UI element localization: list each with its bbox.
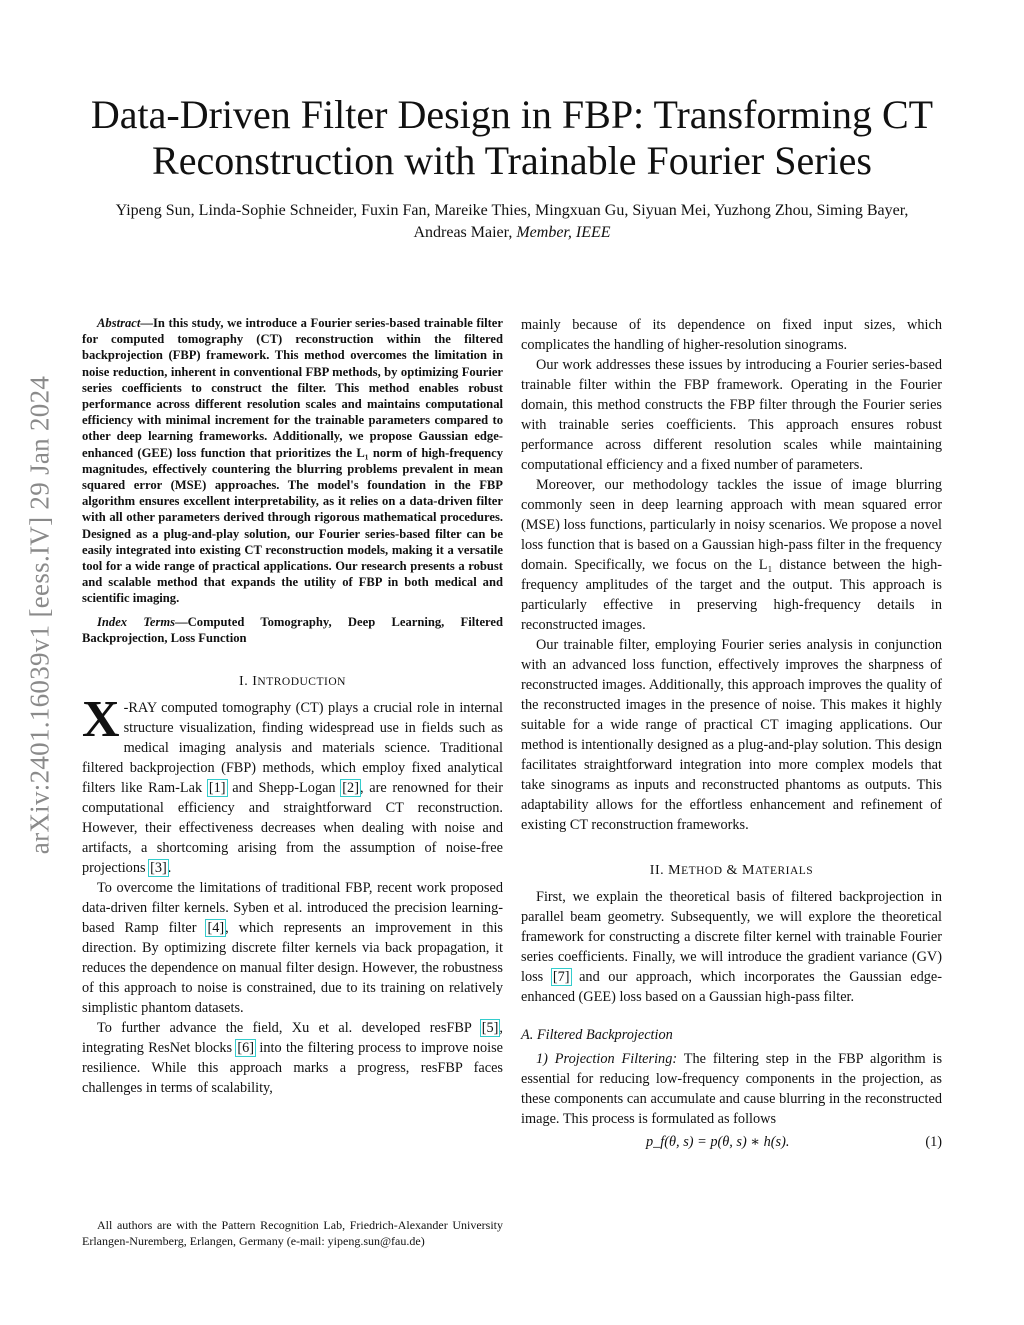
section-heading-method [521, 863, 942, 879]
citation-link[interactable]: [6] [237, 1040, 255, 1057]
intro-text: , which represents an improvement in this direction. By optimizing discrete filter kernels via back propagation, it reduces the dependence on manual filter design. However, the robustness of this approach to noise is constrained, due to its training on relatively simplistic phantom datasets. [82, 920, 504, 1017]
abstract-label: Abstract [97, 316, 141, 330]
method-paragraph-1 [521, 887, 942, 1007]
section-title-rest: NTRODUCTION [257, 676, 346, 689]
intro-text: To further advance the field, Xu et al. developed resFBP [97, 1020, 481, 1037]
method-text: The filtering step in the FBP algorithm is essential for reducing low-frequency components in the projection, as these components can accumulate and cause blurring in the reconstructed image. This process is formulated as follows [521, 1051, 943, 1127]
section-title-cap: M [668, 863, 682, 878]
index-terms [82, 614, 503, 646]
section-title-amp: & [722, 863, 742, 878]
citation-link[interactable]: [1] [208, 780, 226, 797]
index-terms-label: Index Terms [97, 614, 176, 629]
method-paragraph-2 [521, 1049, 942, 1129]
intro-paragraph-1 [82, 691, 503, 878]
citation-link[interactable]: [7] [552, 969, 570, 985]
paragraph-label: 1) Projection Filtering: [536, 1051, 678, 1067]
drop-cap: X [82, 691, 120, 749]
index-terms-text: —Computed Tomography, Deep Learning, Filtered Backprojection, Loss Function [82, 614, 503, 645]
intro-text: To overcome the limitations of traditional FBP, recent work proposed data-driven filter kernels. Syben et al. introduced the precision learning-based Ramp filter [82, 880, 503, 937]
intro-text: , integrating ResNet blocks [82, 1020, 503, 1057]
intro-text: and Shepp-Logan [226, 780, 342, 797]
author-footnote: All authors are with the Pattern Recognition Lab, Friedrich-Alexander University Erlangen-Nuremberg, Erlangen, Germany (e-mail: yipeng.sun@fau.de) [82, 1218, 503, 1248]
continued-paragraph: mainly because of its dependence on fixed input sizes, which complicates the handling of higher-resolution sinograms. [521, 317, 942, 353]
equation-body: p_f(θ, s) = p(θ, s) ∗ h(s). [646, 1134, 790, 1150]
author-names: Yipeng Sun, Linda-Sophie Schneider, Fuxin Fan, Mareike Thies, Mingxuan Gu, Siyuan Mei, Yuzhong Zhou, Siming Bayer, Andreas Maier, [115, 202, 909, 241]
paper-title: Data-Driven Filter Design in FBP: Transforming CT Reconstruction with Trainable Fourier Series [90, 92, 934, 183]
section-title-cap: I [252, 674, 258, 690]
subsection-heading: A. Filtered Backprojection [521, 1027, 673, 1043]
abstract [82, 315, 503, 607]
right-column [521, 315, 942, 1153]
method-text: and our approach, which incorporates the Gaussian edge-enhanced (GEE) loss based on a Gaussian high-pass filter. [521, 969, 942, 1005]
intro-paragraph-3 [82, 1018, 503, 1098]
body-paragraph: Our work addresses these issues by introducing a Fourier series-based trainable filter within the FBP framework. Operating in the Fourier domain, this method constructs the FBP filter through the Fourier series with trainable series coefficients. This approach ensures robust performance across different resolution scales while maintaining computational efficiency and a fixed number of parameters. [521, 357, 942, 473]
section-numeral: II. [649, 863, 669, 878]
abstract-text: —In this study, we introduce a Fourier series-based trainable filter for computed tomography (CT) reconstruction within the filtered backprojection (FBP) framework. This method overcomes the limitation in noise reduction, inherent in conventional FBP methods, by optimizing Fourier series coefficients to construct the filter. This method enables robust performance across different resolution scales and maintains computational efficiency with minimal increment for the trainable parameters compared to other deep learning frameworks. Additionally, we propose Gaussian edge-enhanced (GEE) loss function that prioritizes the L₁ norm of high-frequency magnitudes, effectively countering the blurring problems prevalent in mean squared error (MSE) approaches. The model's foundation in the FBP algorithm ensures excellent interpretability, as it relies on a data-driven filter with all other parameters derived through rigorous mathematical procedures. Designed as a plug-and-play solution, our Fourier series-based filter can be easily integrated into existing CT reconstruction models, making it a versatile tool for a wide range of practical applications. Our research presents a robust and scalable method that expands the utility of FBP in both medical and scientific imaging. [82, 316, 503, 606]
intro-text: -RAY computed tomography (CT) plays a crucial role in internal structure visualization, finding widespread use in fields such as medical imaging analysis and materials science. Traditional filtered backprojection (FBP) methods, which employ fixed analytical filters like Ram-Lak [82, 700, 503, 797]
equation-number: (1) [925, 1134, 942, 1150]
intro-text: , are renowned for their computational efficiency and straightforward CT reconstruction. However, their effectiveness decreases when dealing with noise and artifacts, a shortcoming arising from the assumption of noise-free projections [82, 780, 503, 877]
intro-text: . [167, 860, 172, 877]
arxiv-side-label [0, 0, 80, 1325]
left-column [82, 315, 503, 1098]
section-title-rest: ETHOD [681, 865, 723, 877]
section-heading-introduction [82, 674, 503, 690]
author-list [90, 200, 934, 244]
body-paragraph: Our trainable filter, employing Fourier series analysis in conjunction with an advanced loss function, effectively improves the sharpness of reconstructed images. Additionally, this approach improves the quality of the reconstructed images in the presence of noise. This makes it highly suitable for a wide range of practical CT imaging applications. Our method is intentionally designed as a plug-and-play solution. This design facilitates straightforward integration into more complex models that take sinograms as inputs and reconstructed phantoms as outputs. This adaptability allows for the effortless enhancement and refinement of existing CT reconstruction frameworks. [521, 637, 942, 833]
arxiv-identifier: arXiv:2401.16039v1 [eess.IV] 29 Jan 2024 [24, 375, 55, 855]
section-title-cap: M [741, 863, 755, 878]
intro-paragraph-2 [82, 878, 503, 1018]
equation-1 [521, 1131, 942, 1153]
citation-link[interactable]: [5] [481, 1020, 499, 1037]
body-paragraph: Moreover, our methodology tackles the issue of image blurring commonly seen in deep learning approach with mean squared error (MSE) loss functions, particularly in noisy scenarios. We propose a novel loss function that is based on a Gaussian high-pass filter in the frequency domain. Specifically, we focus on the L₁ distance between the high-frequency amplitudes of the target and the output. This approach is particularly effective in preserving high-frequency details in reconstructed images. [521, 477, 942, 633]
citation-link[interactable]: [2] [342, 780, 359, 797]
method-text: First, we explain the theoretical basis of filtered backprojection in parallel beam geometry. Subsequently, we will explore the theoretical framework for constructing a discrete filter kernel with trainable Fourier series coefficients. Finally, we will introduce the gradient variance (GV) loss [521, 889, 942, 985]
citation-link[interactable]: [4] [207, 920, 225, 937]
citation-link[interactable]: [3] [150, 860, 167, 877]
intro-text: into the filtering process to improve noise resilience. While this approach marks a progress, resFBP faces challenges in terms of scalability, [82, 1040, 503, 1097]
section-title-rest: ATERIALS [754, 865, 814, 877]
section-numeral: I. [239, 674, 253, 690]
author-membership: Member, IEEE [516, 224, 611, 241]
